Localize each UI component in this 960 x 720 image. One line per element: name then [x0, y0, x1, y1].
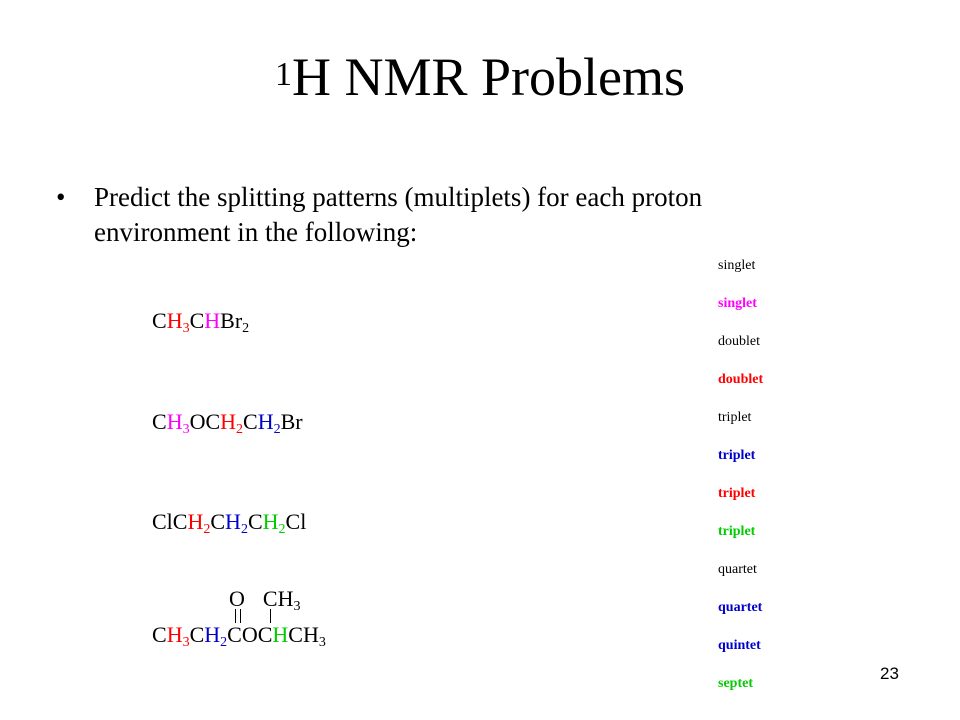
formula-3 [152, 511, 306, 537]
formula-1 [152, 310, 249, 336]
formula-3-part: H [187, 509, 204, 534]
answer-triplet: triplet [718, 448, 756, 463]
answer-singlet: singlet [718, 296, 757, 311]
formula-4-part: H [204, 622, 221, 647]
formula-1-part: C [189, 308, 205, 333]
bullet-text: Predict the splitting patterns (multiplets) for each proton environment in the following: [94, 182, 703, 247]
answer-triplet: triplet [718, 524, 756, 539]
formula-3-part: 2 [203, 522, 211, 537]
page-number: 23 [880, 664, 899, 683]
double-bond-line-1 [235, 609, 236, 623]
formula-2-part: 2 [236, 422, 244, 437]
title-superscript: 1 [274, 56, 292, 93]
answer-septet: septet [718, 676, 753, 691]
formula-2-part: C [243, 409, 258, 434]
answer-doublet: doublet [718, 334, 760, 349]
formula-2 [152, 411, 303, 437]
formula-1-part: Br [220, 308, 243, 333]
formula-4-part: H [272, 622, 289, 647]
formula-2-part: 3 [182, 422, 190, 437]
answer-triplet: triplet [718, 410, 752, 425]
answer-quartet: quartet [718, 600, 763, 615]
formula-2-part: 2 [273, 422, 281, 437]
formula-1-part: C [152, 308, 167, 333]
title-text: H NMR Problems [291, 47, 686, 107]
answer-singlet: singlet [718, 258, 756, 273]
formula-2-part: H [166, 409, 183, 434]
double-bond-line-2 [240, 609, 241, 623]
answer-doublet: doublet [718, 372, 764, 387]
answer-triplet: triplet [718, 486, 756, 501]
formula-1-part: H [204, 308, 221, 333]
formula-3-part: 2 [278, 522, 286, 537]
formula-1-part: H [166, 308, 183, 333]
formula-2-part: OC [189, 409, 221, 434]
formula-1-part: 3 [182, 321, 190, 336]
formula-3-part: H [262, 509, 279, 534]
formula-3-part: Cl [285, 509, 307, 534]
formula-3-part: 2 [240, 522, 248, 537]
formula-4-part: COC [227, 622, 273, 647]
formula-4-part: 2 [220, 635, 228, 650]
formula-3-part: H [225, 509, 241, 534]
formula-2-part: Br [280, 409, 303, 434]
formula-2-part: H [220, 409, 237, 434]
formula-4-part: CH [288, 622, 319, 647]
formula-4-part: 3 [182, 635, 190, 650]
formula-4-part: H [166, 622, 183, 647]
formula-3-part: C [247, 509, 263, 534]
bullet-dot-icon: • [56, 182, 66, 212]
carbonyl-oxygen: O [229, 586, 245, 611]
formula-1-part: 2 [242, 321, 250, 336]
formula-2-part: H [257, 409, 274, 434]
methyl-branch: CH [262, 586, 294, 611]
methyl-branch-sub: 3 [293, 599, 301, 614]
answer-quintet: quintet [718, 638, 761, 653]
formula-4-part: 3 [318, 635, 326, 650]
formula-3-part: C [210, 509, 226, 534]
formula-4-part: C [152, 622, 167, 647]
formula-2-part: C [152, 409, 167, 434]
formula-3-part: ClC [152, 509, 188, 534]
formula-4 [152, 624, 326, 650]
answer-quartet: quartet [718, 562, 757, 577]
single-bond-line [270, 609, 271, 623]
slide-title [0, 47, 960, 107]
formula-4-part: C [189, 622, 205, 647]
